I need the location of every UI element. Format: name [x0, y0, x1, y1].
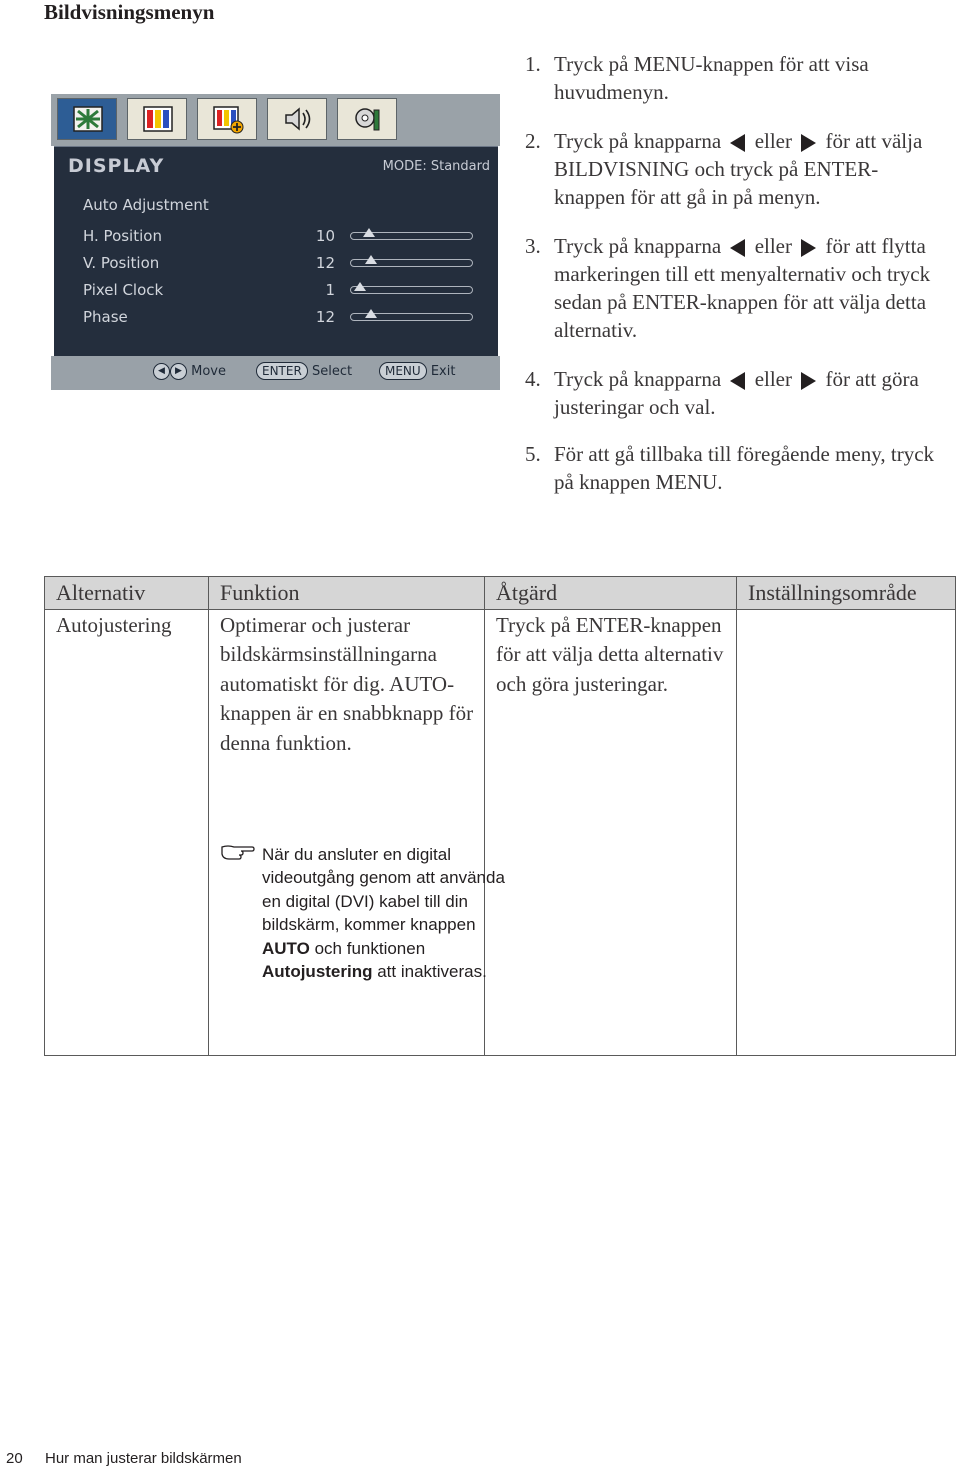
column-divider: [736, 577, 737, 1055]
cell-function: Optimerar och justerar bildskärmsinställningarna automatiskt för dig. AUTO-knappen är en snabbknapp för denna funktion.: [220, 613, 474, 755]
right-arrow-icon: ▶: [170, 363, 187, 380]
step-number: 3.: [525, 234, 541, 258]
step-text-part: Tryck på knapparna: [554, 129, 722, 153]
column-header-option: Alternativ: [56, 580, 146, 605]
osd-select-hint: [256, 362, 352, 382]
osd-row-value: 12: [315, 308, 335, 326]
note-text: När du ansluter en digital videoutgång genom att använda en digital (DVI) kabel till din bildskärm, kommer knappen: [262, 845, 505, 935]
display-icon: [57, 98, 117, 140]
osd-row: [54, 278, 498, 302]
osd-row-value: 1: [325, 281, 335, 299]
osd-item-auto-adjustment: Auto Adjustment: [83, 196, 209, 214]
right-arrow-icon: [801, 134, 816, 152]
note-text: att inaktiveras.: [372, 962, 487, 982]
audio-icon: [267, 98, 327, 140]
osd-slider: [350, 286, 473, 294]
picture-advanced-icon: [197, 98, 257, 140]
osd-exit-label: Exit: [430, 364, 456, 379]
osd-move-hint: [153, 362, 226, 382]
step-text: [554, 232, 949, 344]
column-header-action: Åtgärd: [496, 580, 558, 605]
osd-exit-hint: [379, 362, 455, 382]
table-header: [45, 577, 955, 610]
osd-title: DISPLAY: [68, 155, 165, 177]
page-heading: Bildvisningsmenyn: [44, 0, 215, 24]
pointing-hand-icon: [221, 843, 255, 869]
column-header-function: Funktion: [220, 580, 300, 605]
note-auto-keyword: AUTO: [262, 938, 310, 958]
osd-row-label: Pixel Clock: [83, 281, 164, 299]
osd-row: [54, 224, 498, 248]
step-text-part: eller: [754, 129, 792, 153]
left-arrow-icon: [730, 239, 745, 257]
osd-footer: [51, 356, 500, 390]
step-text-part: Tryck på knapparna: [554, 234, 722, 258]
osd-row-value: 10: [315, 227, 335, 245]
osd-select-label: Select: [311, 364, 353, 379]
osd-slider-thumb: [365, 255, 377, 264]
osd-row-label: V. Position: [83, 254, 160, 272]
left-arrow-icon: ◀: [153, 363, 170, 380]
step-text-part: eller: [754, 234, 792, 258]
left-arrow-icon: [730, 134, 745, 152]
osd-icon-bar: [51, 94, 500, 146]
osd-row: [54, 305, 498, 329]
osd-slider: [350, 232, 473, 240]
osd-move-label: Move: [191, 364, 227, 379]
step-number: 4.: [525, 367, 541, 391]
step-number: 2.: [525, 129, 541, 153]
note-text: och funktionen: [309, 938, 426, 958]
cell-option: Autojustering: [56, 613, 172, 637]
step-text-part: för att välja BILDVISNING och tryck på ENTER-knappen för att gå in på menyn.: [554, 129, 923, 209]
column-divider: [208, 577, 209, 1055]
step-text-part: för att flytta markeringen till ett menyalternativ och tryck sedan på ENTER-knappen för att välja detta alternativ.: [554, 234, 931, 342]
osd-row-value: 12: [315, 254, 335, 272]
step-text-part: Tryck på knapparna: [554, 367, 722, 391]
step-number: 5.: [525, 442, 541, 466]
osd-menu-screenshot: [51, 94, 500, 390]
step-text: Tryck på MENU-knappen för att visa huvudmenyn.: [554, 52, 869, 104]
osd-row-label: H. Position: [83, 227, 162, 245]
step-text: [554, 365, 949, 421]
right-arrow-icon: [801, 239, 816, 257]
osd-slider: [350, 259, 473, 267]
osd-enter-key: ENTER: [256, 362, 308, 380]
osd-slider-thumb: [365, 309, 377, 318]
cell-action: Tryck på ENTER-knappen för att välja detta alternativ och göra justeringar.: [496, 613, 724, 696]
osd-row: [54, 251, 498, 275]
page-number: 20: [6, 1450, 23, 1467]
step-text-part: för att göra justeringar och val.: [554, 367, 919, 419]
osd-panel: [54, 146, 498, 357]
step-text: För att gå tillbaka till föregående meny, tryck på knappen MENU.: [554, 442, 935, 494]
osd-menu-key: MENU: [379, 362, 427, 380]
column-header-range: Inställningsområde: [748, 580, 917, 605]
system-icon: [337, 98, 397, 140]
note: [262, 843, 512, 983]
picture-icon: [127, 98, 187, 140]
step-text: [554, 127, 949, 211]
chapter-title: Hur man justerar bildskärmen: [45, 1450, 242, 1467]
right-arrow-icon: [801, 372, 816, 390]
note-autojustering-keyword: Autojustering: [262, 962, 373, 982]
step-number: 1.: [525, 52, 541, 76]
options-table: [44, 576, 956, 1056]
osd-slider-thumb: [354, 282, 366, 291]
osd-row-label: Phase: [83, 308, 128, 326]
osd-mode: MODE: Standard: [382, 159, 490, 174]
osd-slider-thumb: [363, 228, 375, 237]
left-arrow-icon: [730, 372, 745, 390]
osd-slider: [350, 313, 473, 321]
step-text-part: eller: [754, 367, 792, 391]
